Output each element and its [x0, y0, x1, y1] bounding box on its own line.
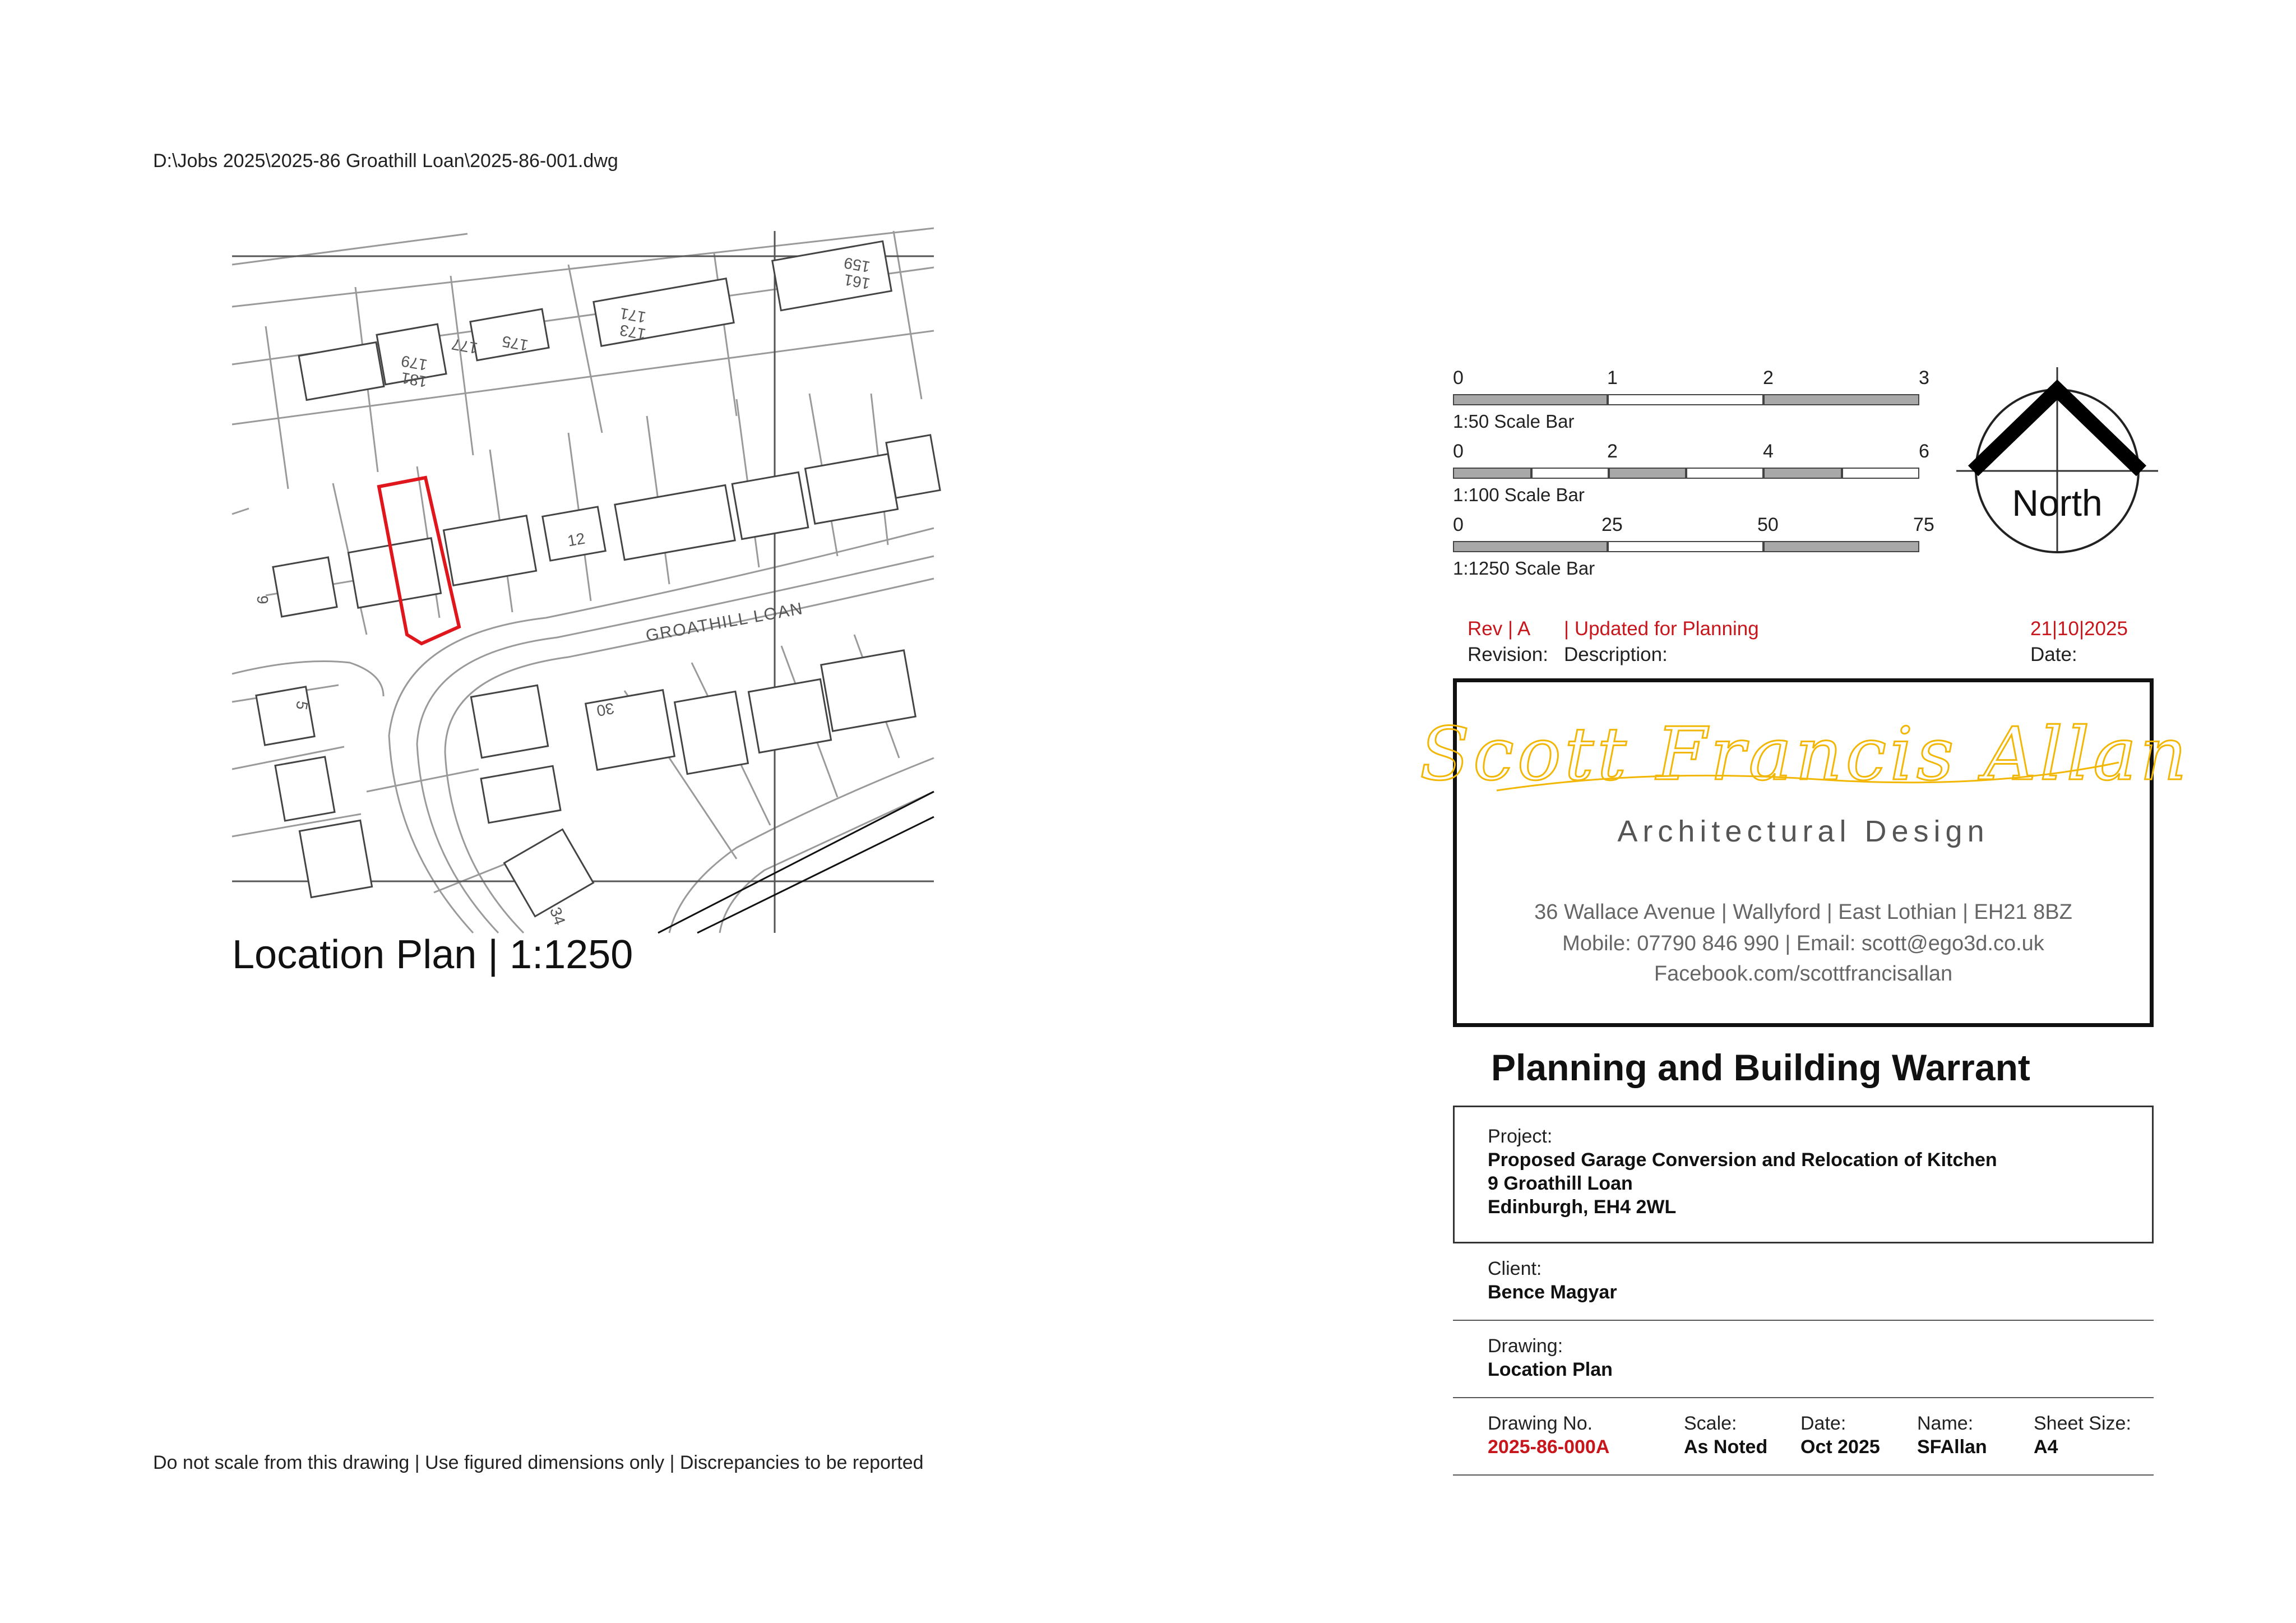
- revision-label: Revision:: [1468, 644, 1548, 665]
- client-value: Bence Magyar: [1488, 1282, 1617, 1303]
- file-path: D:\Jobs 2025\2025-86 Groathill Loan\2025-86-001.dwg: [153, 150, 618, 172]
- scale-bar-label: 1:50 Scale Bar: [1453, 411, 1575, 432]
- client-label: Client:: [1488, 1258, 1542, 1279]
- revision-value: Rev | A: [1468, 618, 1531, 640]
- sheet-title: Planning and Building Warrant: [1491, 1047, 2030, 1088]
- scale-segment: [1686, 468, 1763, 479]
- scale-segment: [1608, 541, 1763, 552]
- scale-segment: [1763, 394, 1919, 405]
- sheet-size-value: A4: [2034, 1436, 2058, 1458]
- scale-segment: [1453, 468, 1531, 479]
- scale-segment: [1453, 541, 1608, 552]
- disclaimer: Do not scale from this drawing | Use figured dimensions only | Discrepancies to be reported: [153, 1452, 924, 1473]
- scale-segment: [1609, 468, 1686, 479]
- house-number-175: 175: [501, 332, 530, 354]
- map-caption: Location Plan | 1:1250: [232, 932, 633, 977]
- date-label-info: Date:: [1800, 1413, 1846, 1434]
- description-label: Description:: [1564, 644, 1668, 665]
- north-label: North: [2012, 482, 2103, 524]
- divider: [1453, 1397, 2154, 1398]
- scale-bar-1-1250: [1453, 514, 1941, 587]
- drawing-no-value: 2025-86-000A: [1488, 1436, 1610, 1458]
- divider: [1453, 1474, 2154, 1476]
- drawing-no-label: Drawing No.: [1488, 1413, 1593, 1434]
- scale-value: As Noted: [1684, 1436, 1768, 1458]
- scale-segment: [1531, 468, 1609, 479]
- north-arrow-icon: [1951, 359, 2164, 572]
- scale-segment: [1608, 394, 1763, 405]
- scale-bar-label: 1:100 Scale Bar: [1453, 484, 1585, 505]
- logo-script-name: Scott Francis Allan: [1419, 711, 2191, 797]
- scale-bar-label: 1:1250 Scale Bar: [1453, 558, 1595, 579]
- house-number-181: 181: [400, 369, 429, 391]
- name-label: Name:: [1917, 1413, 1974, 1434]
- drawing-label: Drawing:: [1488, 1335, 1563, 1357]
- divider: [1453, 1320, 2154, 1321]
- scale-tick: 0: [1453, 514, 1464, 535]
- scale-segment: [1453, 394, 1608, 405]
- scale-segment: [1763, 541, 1919, 552]
- scale-tick: 50: [1757, 514, 1779, 535]
- scale-tick: 0: [1453, 367, 1464, 389]
- scale-tick: 75: [1913, 514, 1934, 535]
- address-line: 36 Wallace Avenue | Wallyford | East Lothian | EH21 8BZ: [1534, 900, 2072, 924]
- scale-tick: 3: [1919, 367, 1929, 389]
- scale-tick: 1: [1607, 367, 1618, 389]
- date-label: Date:: [2030, 644, 2077, 665]
- logo-subtitle: Architectural Design: [1617, 815, 1989, 848]
- scale-bar-1-50: [1453, 367, 1941, 440]
- contact-line: Mobile: 07790 846 990 | Email: scott@ego3d.co.uk: [1562, 932, 2044, 955]
- street-label: GROATHILL LOAN: [644, 599, 805, 645]
- scale-segment: [1763, 468, 1842, 479]
- scale-tick: 25: [1601, 514, 1623, 535]
- house-number-30: 30: [595, 699, 616, 720]
- scale-label: Scale:: [1684, 1413, 1737, 1434]
- scale-tick: 2: [1763, 367, 1774, 389]
- location-map-drawing: [232, 231, 934, 933]
- house-number-177: 177: [450, 335, 479, 357]
- scale-tick: 4: [1763, 441, 1774, 462]
- house-number-179: 179: [400, 352, 429, 374]
- house-number-173: 173: [618, 321, 647, 343]
- drawing-value: Location Plan: [1488, 1359, 1613, 1380]
- social-line: Facebook.com/scottfrancisallan: [1654, 962, 1953, 986]
- house-number-9: 9: [254, 595, 271, 604]
- date-value: Oct 2025: [1800, 1436, 1880, 1458]
- name-value: SFAllan: [1917, 1436, 1987, 1458]
- project-line-2: 9 Groathill Loan: [1488, 1173, 1633, 1194]
- scale-tick: 2: [1607, 441, 1618, 462]
- house-number-34: 34: [546, 905, 569, 927]
- project-line-3: Edinburgh, EH4 2WL: [1488, 1196, 1677, 1218]
- sheet-size-label: Sheet Size:: [2034, 1413, 2131, 1434]
- revision-description: | Updated for Planning: [1564, 618, 1759, 640]
- scale-tick: 0: [1453, 441, 1464, 462]
- project-line-1: Proposed Garage Conversion and Relocation of Kitchen: [1488, 1149, 1997, 1171]
- north-arrow: [1951, 359, 2164, 572]
- scale-segment: [1842, 468, 1919, 479]
- scale-tick: 6: [1919, 441, 1929, 462]
- house-number-12: 12: [566, 529, 586, 550]
- house-number-159: 159: [843, 254, 872, 276]
- house-number-5: 5: [292, 699, 312, 711]
- revision-date: 21|10|2025: [2030, 618, 2128, 640]
- project-label: Project:: [1488, 1126, 1553, 1147]
- house-number-171: 171: [618, 304, 647, 326]
- location-map: [232, 231, 934, 933]
- scale-bar-1-100: [1453, 441, 1941, 514]
- house-number-161: 161: [843, 271, 872, 293]
